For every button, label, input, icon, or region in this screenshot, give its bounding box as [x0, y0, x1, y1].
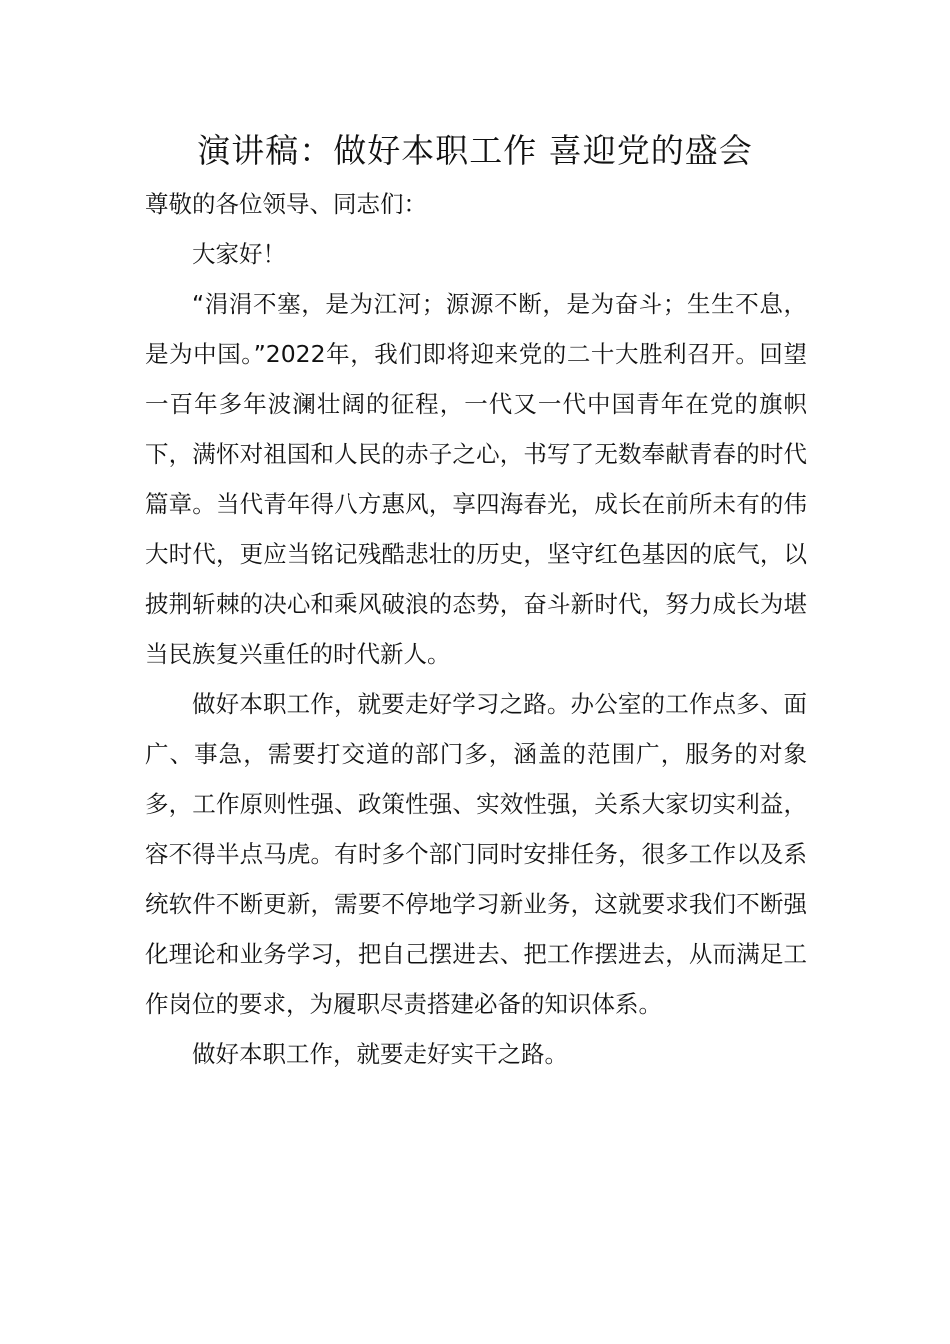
paragraph-practice: 做好本职工作，就要走好实干之路。 — [192, 1040, 568, 1068]
paragraph-intro: “涓涓不塞，是为江河；源源不断，是为奋斗；生生不息，是为中国。”2022年，我们即将迎来党的二十大胜利召开。回望一百年多年波澜壮阔的征程，一代又一代中国青年在党的旗帜下，满怀对祖国和人民的赤子之心，书写了无数奉献青春的时代篇章。当代青年得八方惠风，享四海春光，成长在前所未有的伟大时代，更应当铭记残酷悲壮的历史，坚守红色基因的底气，以披荆斩棘的决心和乘风破浪的态势，奋斗新时代，努力成长为堪当民族复兴重任的时代新人。 — [145, 290, 807, 668]
greeting: 大家好！ — [192, 240, 286, 268]
document-title: 演讲稿：做好本职工作 喜迎党的盛会 — [197, 131, 753, 170]
document-body — [145, 179, 807, 1079]
paragraph-study: 做好本职工作，就要走好学习之路。办公室的工作点多、面广、事急，需要打交道的部门多，涵盖的范围广，服务的对象多，工作原则性强、政策性强、实效性强，关系大家切实利益，容不得半点马虎。有时多个部门同时安排任务，很多工作以及系统软件不断更新，需要不停地学习新业务，这就要求我们不断强化理论和业务学习，把自己摆进去、把工作摆进去，从而满足工作岗位的要求，为履职尽责搭建必备的知识体系。 — [145, 690, 807, 1018]
salutation: 尊敬的各位领导、同志们： — [145, 190, 427, 218]
